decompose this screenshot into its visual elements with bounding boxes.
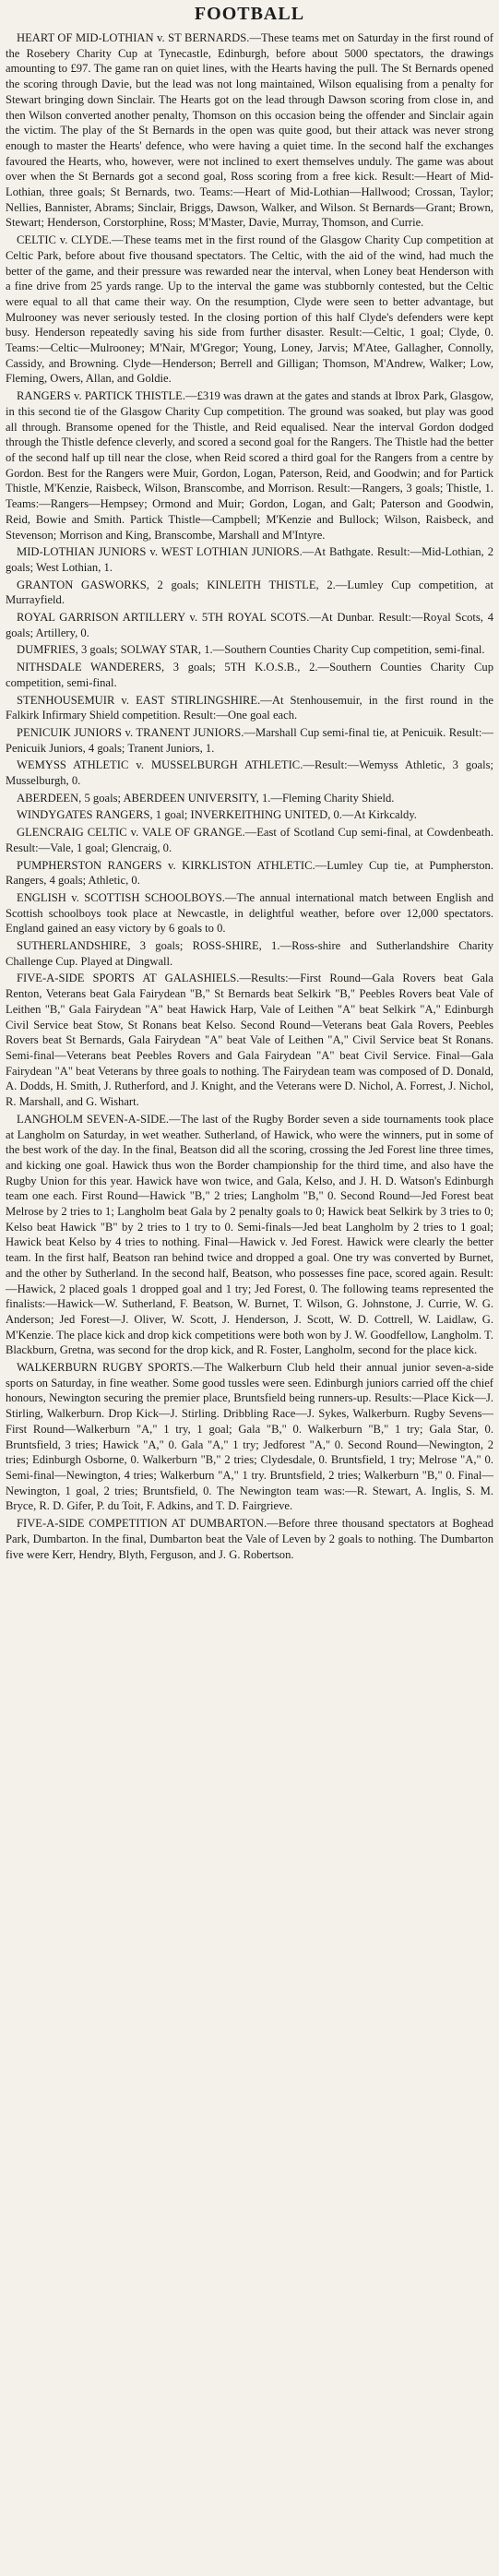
article-windygates-inverkeithing: WINDYGATES RANGERS, 1 goal; INVERKEITHING UNITED, 0.—At Kirkcaldy. [17,808,417,822]
article-aberdeen-university: ABERDEEN, 5 goals; ABERDEEN UNIVERSITY, 1.—Fleming Charity Shield. [17,791,395,805]
article-sutherland-ross: SUTHERLANDSHIRE, 3 goals; ROSS-SHIRE, 1.—Ross-shire and Sutherlandshire Charity Challenge Cup. Played at Dingwall. [6,939,493,968]
article-stenhousemuir: STENHOUSEMUIR v. EAST STIRLINGSHIRE.—At Stenhousemuir, in the first round in the Falkirk Infirmary Shield competition. Result:—One goal each. [6,693,493,722]
article-celtic-clyde: CELTIC v. CLYDE.—These teams met in the first round of the Glasgow Charity Cup competition at Celtic Park, before about five thousand spectators. The Celtic, with the aid of the wind, had much the better of the game, and their pressure was rewarded near the interval, when Loney beat Henderson with a fine drive from 25 yards range. Up to the interval the game was stubbornly contested, but the Celtic were equal to all that came their way. On the resumption, Clyde were seen to better advantage, but Mulrooney was never seriously tested. In the closing portion of this half Clyde's defenders were kept busy. Henderson repeatedly saving his side from further disaster. Result:—Celtic, 1 goal; Clyde, 0. Teams:—Celtic—Mulrooney; M'Nair, M'Gregor; Young, Loney, Jarvis; M'Atee, Gallagher, Connolly, Cassidy, and Browning. Clyde—Henderson; Berrell and Gilligan; Thomson, M'Andrew, Walker; Low, Fleming, Owers, Allan, and Goldie. [6,233,493,386]
article-nithsdale-kosb: NITHSDALE WANDERERS, 3 goals; 5TH K.O.S.B., 2.—Southern Counties Charity Cup competition, semi-final. [6,661,493,689]
article-rangers-partick: RANGERS v. PARTICK THISTLE.—£319 was drawn at the gates and stands at Ibrox Park, Glasgow, in this second tie of the Glasgow Charity Cup competition. The ground was soaked, but play was good all through. Bransome opened for the Thistle, and Reid equalised. Near the interval Gordon dodged through the Thistle defence cleverly, and scored a second goal for the Rangers. The Thistle had the better of the second half up till near the close, when Reid scored a third goal for the Rangers from a centre by Gordon. Best for the Rangers were Muir, Gordon, Logan, Paterson, Reid, and Goodwin; and for Partick Thistle, M'Kenzie, Raisbeck, Wilson, Branscombe, and Morrison. Result:—Rangers, 3 goals; Thistle, 1. Teams:—Rangers—Hempsey; Ormond and Muir; Gordon, Logan, and Galt; Paterson and Goodwin, Reid, Bowie and Smith. Partick Thistle—Campbell; M'Kenzie and Bullock; Wilson, Raisbeck, and Stevenson; Morrison and King, Branscombe, Marshall and M'Intyre. [6,389,493,542]
article-schoolboys: ENGLISH v. SCOTTISH SCHOOLBOYS.—The annual international match between English and Scottish schoolboys took place at Newcastle, in delightful weather, before over 12,000 spectators. England gained an easy victory by 6 goals to 0. [6,890,493,936]
article-walkerburn-rugby: WALKERBURN RUGBY SPORTS.—The Walkerburn Club held their annual junior seven-a-side sports on Saturday, in fine weather. Some good tussles were seen. Edinburgh juniors carried off the chief honours, Newington securing the premier place, Bruntsfield being runners-up. Results:—Place Kick—J. Stirling, Walkerburn. Drop Kick—J. Stirling. Dribbling Race—J. Sykes, Walkerburn. Rugby Sevens—First Round—Walkerburn "A," 1 try, 1 goal; Gala "B," 0. Walkerburn "B," 1 try; Gala Star, 0. Bruntsfield, 3 tries; Hawick "A," 0. Gala "A," 1 try; Jedforest "A," 0. Second Round—Newington, 2 tries; Edinburgh Osborne, 0. Walkerburn "B," 2 tries; Clydesdale, 0. Bruntsfield, 1 try; Melrose "A," 0. Semi-final—Newington, 4 tries; Walkerburn "A," 1 try. Bruntsfield, 2 tries; Walkerburn "B," 0. Final—Newington, 1 goal, 2 tries; Bruntsfield, 0. The Newington team was:—R. Stewart, A. Inglis, S. M. Bryce, R. D. Gifer, P. du Toit, F. Adkins, and T. D. Fairgrieve. [6,1361,493,1513]
article-glencraig-vale: GLENCRAIG CELTIC v. VALE OF GRANGE.—East of Scotland Cup semi-final, at Cowdenbeath. Result:—Vale, 1 goal; Glencraig, 0. [6,826,493,854]
article-midlothian-westlothian: MID-LOTHIAN JUNIORS v. WEST LOTHIAN JUNIORS.—At Bathgate. Result:—Mid-Lothian, 2 goals; West Lothian, 1. [6,545,493,574]
article-wemyss-musselburgh: WEMYSS ATHLETIC v. MUSSELBURGH ATHLETIC.—Result:—Wemyss Athletic, 3 goals; Musselburgh, 0. [6,758,493,788]
article-penicuik-tranent: PENICUIK JUNIORS v. TRANENT JUNIORS.—Marshall Cup semi-final tie, at Penicuik. Result:—Penicuik Juniors, 4 goals; Tranent Juniors, 1. [6,725,493,755]
article-dumbarton-five-a-side: FIVE-A-SIDE COMPETITION AT DUMBARTON.—Before three thousand spectators at Boghead Park, Dumbarton. In the final, Dumbarton beat the Vale of Leven by 2 goals to nothing. The Dumbarton five were Kerr, Hendry, Blyth, Ferguson, and J. G. Robertson. [6,1517,493,1561]
article-langholm-seven-a-side: LANGHOLM SEVEN-A-SIDE.—The last of the Rugby Border seven a side tournaments took place at Langholm on Saturday, in wet weather. Sutherland, of Hawick, who were the winners, put in some of the best work of the day. In the final, Beatson did all the scoring, crossing the Jed Forest line three times, and kicking one goal. Hawick thus won the Border championship for the third time, and also have the Rugby Union for this year. Hawick have won twice, and Gala, Kelso, and J. H. D. Watson's Edinburgh team one each. First Round—Hawick "B," 2 tries; Langholm "B," 0. Second Round—Jed Forest beat Melrose by 2 tries to 1; Langholm beat Gala by 2 penalty goals to 0; Hawick beat Selkirk by 3 tries to 0; Kelso beat Hawick "B" by 2 tries to 1 try to 0. Semi-finals—Jed beat Langholm by 2 tries to 1 goal; Hawick beat Kelso by 4 tries to nothing. Final—Hawick v. Jed Forest. Hawick were clearly the better team. In the first half, Beatson ran behind twice and dropped a goal. One try was converted by Burnet, and the other by Sutherland. In the second half, Beatson, who possesses fine pace, scored again. Result:—Hawick, 2 placed goals 1 dropped goal and 1 try; Jed Forest, 0. The following teams represented the finalists:—Hawick—W. Sutherland, F. Beatson, W. Burnet, T. Wilson, G. Johnstone, J. Currie, W. G. Anderson; Jed Forest—J. Oliver, W. Scott, J. Henderson, J. Scott, W. D. Cottrell, W. Laidlaw, G. M'Kenzie. The place kick and drop kick competitions were both won by J. W. Goodfellow, Langholm. T. Blackburn, Gretna, was second for the drop kick, and R. Foster, Langholm, second for the place kick. [6,1112,493,1357]
article-dumfries-solway: DUMFRIES, 3 goals; SOLWAY STAR, 1.—Southern Counties Charity Cup competition, semi-final. [17,643,485,657]
article-pumpherston-kirkliston: PUMPHERSTON RANGERS v. KIRKLISTON ATHLETIC.—Lumley Cup tie, at Pumpherston. Rangers, 4 goals; Athletic, 0. [6,858,493,888]
article-artillery-royal-scots: ROYAL GARRISON ARTILLERY v. 5TH ROYAL SCOTS.—At Dunbar. Result:—Royal Scots, 4 goals; Artillery, 0. [6,611,493,639]
article-granton-kinleith: GRANTON GASWORKS, 2 goals; KINLEITH THISTLE, 2.—Lumley Cup competition, at Murrayfield. [6,578,493,607]
article-galashiels-five-a-side: FIVE-A-SIDE SPORTS AT GALASHIELS.—Results:—First Round—Gala Rovers beat Gala Renton, Veterans beat Gala Fairydean "B," St Bernards beat Selkirk "B," Peebles Rovers beat Vale of Leithen "B," Gala Fairydean "A" beat Hawick Harp, Vale of Leithen "A" beat Selkirk "A," Edinburgh Civil Service beat Stow, St Ronans beat Kelso. Second Round—Veterans beat Gala Rovers, Peebles Rovers beat St Bernards, Gala Fairydean "A" beat Vale of Leithen "A," Civil Service beat St Ronans. Semi-final—Veterans beat Peebles Rovers and Gala Fairydean "A" beat Civil Service. Final—Gala Fairydean "A" beat Veterans by three goals to nothing. The Fairydean team was composed of D. Donald, A. Dodds, H. Smith, J. Rutherford, and J. Knight, and the Veterans were D. Nichol, A. Forrest, J. Nichol, R. Marshall, and G. Wishart. [6,972,493,1109]
article-column [6,30,493,1562]
article-hearts-st-bernards: HEART OF MID-LOTHIAN v. ST BERNARDS.—These teams met on Saturday in the first round of the Rosebery Charity Cup at Tynecastle, Edinburgh, before about 5000 spectators, the drawings amounting to £97. The game ran on quiet lines, with the Hearts having the pull. The St Bernards opened the scoring through Davie, but the lead was not long maintained, Wilson equalising from a penalty for Stewart bringing down Sinclair. The Hearts got on the lead through Dawson scoring from close in, and then Wilson converted another penalty, Thomson on this occasion being the offender and Sinclair again the victim. The play of the St Bernards in the open was quite good, but their attack was never strong enough to master the Hearts' defence, who were having a quiet time. In the second half the exchanges favoured the Hearts, who, however, were not inclined to exert themselves unduly. The game was about over when the St Bernards got a second goal, Ross scoring from a free kick. Result:—Heart of Mid-Lothian, three goals; St Bernards, two. Teams:—Heart of Mid-Lothian—Hallwood; Crossan, Taylor; Nellies, Bannister, Abrams; Sinclair, Briggs, Dawson, Walker, and Wilson. St Bernards—Grant; Brown, Stewart; Henderson, Corstorphine, Ross; M'Master, Davie, Murray, Thomson, and Currie. [6,31,493,230]
section-heading: FOOTBALL [194,4,305,24]
